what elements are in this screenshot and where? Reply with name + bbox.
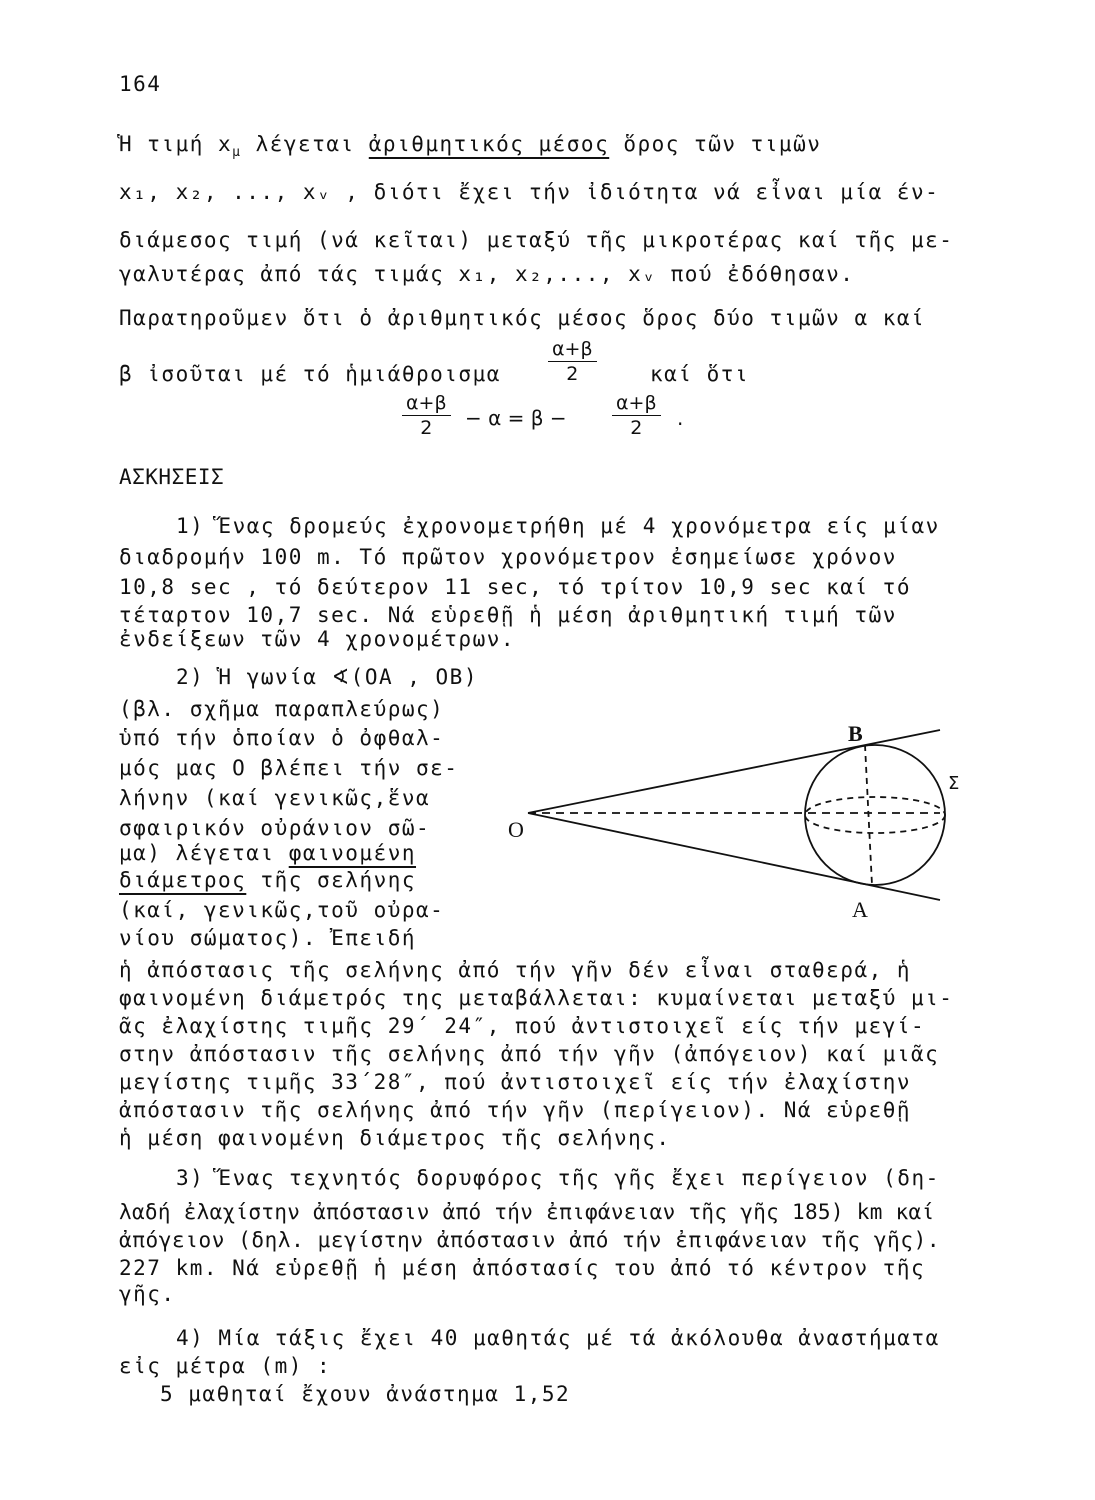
ex2-full-7: ἡ μέση φαινομένη διάμετρος τῆς σελήνης. [119,1126,671,1150]
ex3-line-4: 227 km. Νά εὑρεθῇ ἡ μέση ἀπόστασίς του ἀπό τό κέντρον τῆς [119,1256,926,1280]
intro-l1a: Ἡ τιμή x [119,132,233,156]
moon-circle [805,745,945,885]
ex2-full-4: στην ἀπόστασιν τῆς σελήνης ἀπό τήν γῆν (ἀπόγειον) καί μιᾶς [119,1042,940,1066]
ex4-line-3: 5 μαθηταί ἔχουν ἀνάστημα 1,52 [160,1382,571,1406]
ex4-line-1: 4) Μία τάξις ἔχει 40 μαθητάς μέ τά ἀκόλουθα ἀναστήματα [176,1326,940,1350]
ex2-line-9: (καί, γενικῶς,τοῦ οὐρα- [119,898,445,922]
ex2-line-10: νίου σώματος). Ἐπειδή [119,926,417,950]
intro-line-1 [119,132,821,160]
page-number: 164 [119,72,162,96]
tangent-line-ob [528,730,940,813]
label-o: O [508,817,524,842]
fraction-denominator: 2 [566,363,579,385]
ex1-line-5: ἐνδείξεων τῶν 4 χρονομέτρων. [119,627,516,651]
intro-l1b: λέγεται [241,132,369,156]
ex3-line-3: ἀπόγειον (δηλ. μεγίστην ἀπόστασιν ἀπό τήν ἐπιφάνειαν τῆς γῆς). [119,1228,941,1252]
ex1-line-2: διαδρομήν 100 m. Τό πρῶτον χρονόμετρον ἐσημείωσε χρόνον [119,545,897,569]
ex2-full-3: ᾶς ἐλαχίστης τιμῆς 29΄ 24″, πού ἀντιστοιχεῖ είς τήν μεγί- [119,1014,926,1038]
ex2-line-2: (βλ. σχῆμα παραπλεύρως) [119,697,445,721]
intro-line-3: διάμεσος τιμή (νά κεῖται) μεταξύ τῆς μικροτέρας καί τῆς με- [119,228,954,252]
diameter-line [865,745,872,885]
tangent-line-oa [528,813,940,900]
ex2-line-1: 2) Ἡ γωνία ∢(ΟΑ , ΟΒ) [176,665,478,689]
equation-period: . [677,406,684,430]
fraction-half-sum [548,338,597,385]
ex2-line-4: μός μας Ο βλέπει τήν σε- [119,756,459,780]
exercises-heading: ΑΣΚΗΣΕΙΣ [119,465,225,489]
label-b: B [848,721,863,746]
ex2-full-5: μεγίστης τιμῆς 33΄28″, πού ἀντιστοιχεῖ είς τήν ἐλαχίστην [119,1070,912,1094]
term-apparent: φαινομένη [288,841,417,865]
eq-right-denominator: 2 [630,417,643,439]
intro-line-5: Παρατηροῦμεν ὅτι ὁ ἀριθμητικός μέσος ὅρος δύο τιμῶν α καί [119,306,926,330]
equator-ellipse [805,797,945,833]
ex3-line-2: λαδή ἐλαχίστην ἀπόστασιν ἀπό τήν ἐπιφάνειαν τῆς γῆς 185) km καί [119,1200,935,1224]
ex2-full-2: φαινομένη διάμετρός της μεταβάλλεται: κυμαίνεται μεταξύ μι- [119,986,954,1010]
ex2-l7-text: μα) λέγεται [119,841,289,865]
eq-right-numerator: α+β [612,392,661,416]
equation-fraction-left [402,392,451,439]
ex2-line-5: λήνην (καί γενικῶς,ἕνα [119,786,431,810]
intro-line-4: γαλυτέρας ἀπό τάς τιμάς x₁, x₂,..., xᵥ πού ἐδόθησαν. [119,262,855,286]
ex4-line-2: εἰς μέτρα (m) : [119,1354,332,1378]
label-a: A [852,897,868,922]
equation-fraction-right [612,392,661,439]
fraction-numerator: α+β [548,338,597,362]
ex2-line-6: σφαιρικόν οὐράνιον σῶ- [119,816,431,840]
equation-middle: − α = β − [465,406,567,430]
moon-figure [500,715,960,925]
intro-l1-sub: μ [232,145,242,161]
intro-line-6a: β ἰσοῦται μέ τό ἡμιάθροισμα [119,362,501,386]
eq-left-numerator: α+β [402,392,451,416]
ex2-full-1: ἡ ἀπόστασις τῆς σελήνης ἀπό τήν γῆν δέν εἶναι σταθερά, ἡ [119,958,912,982]
ex2-line-8 [119,868,416,892]
ex1-line-1: 1) Ἕνας δρομεύς ἐχρονομετρήθη μέ 4 χρονόμετρα είς μίαν [176,514,940,538]
intro-line-6b: καί ὅτι [650,362,750,386]
ex1-line-4: τέταρτον 10,7 sec. Νά εὑρεθῇ ἡ μέση ἀριθμητική τιμή τῶν [119,603,897,627]
eq-left-denominator: 2 [420,417,433,439]
ex3-line-5: γῆς. [119,1282,176,1306]
ex2-full-6: ἀπόστασιν τῆς σελήνης ἀπό τήν γῆν (περίγειον). Νά εὑρεθῇ [119,1098,912,1122]
term-arithmetic-mean: ἀριθμητικός μέσος [368,132,610,156]
ex2-line-3: ὑπό τήν ὁποίαν ὁ ὀφθαλ- [119,726,445,750]
ex2-line-7 [119,841,416,865]
label-sigma: Σ [948,773,960,794]
ex1-line-3: 10,8 sec , τό δεύτερον 11 sec, τό τρίτον 10,9 sec καί τό [119,575,912,599]
ex3-line-1: 3) Ἕνας τεχνητός δορυφόρος τῆς γῆς ἔχει περίγειον (δη- [176,1166,940,1190]
intro-line-2: x₁, x₂, ..., xᵥ , διότι ἔχει τήν ἰδιότητα νά εἶναι μία έν- [119,180,940,204]
term-diameter: διάμετρος [119,868,247,892]
ex2-l8-text: τῆς σελήνης [246,868,417,892]
intro-l1c: ὅρος τῶν τιμῶν [609,132,822,156]
